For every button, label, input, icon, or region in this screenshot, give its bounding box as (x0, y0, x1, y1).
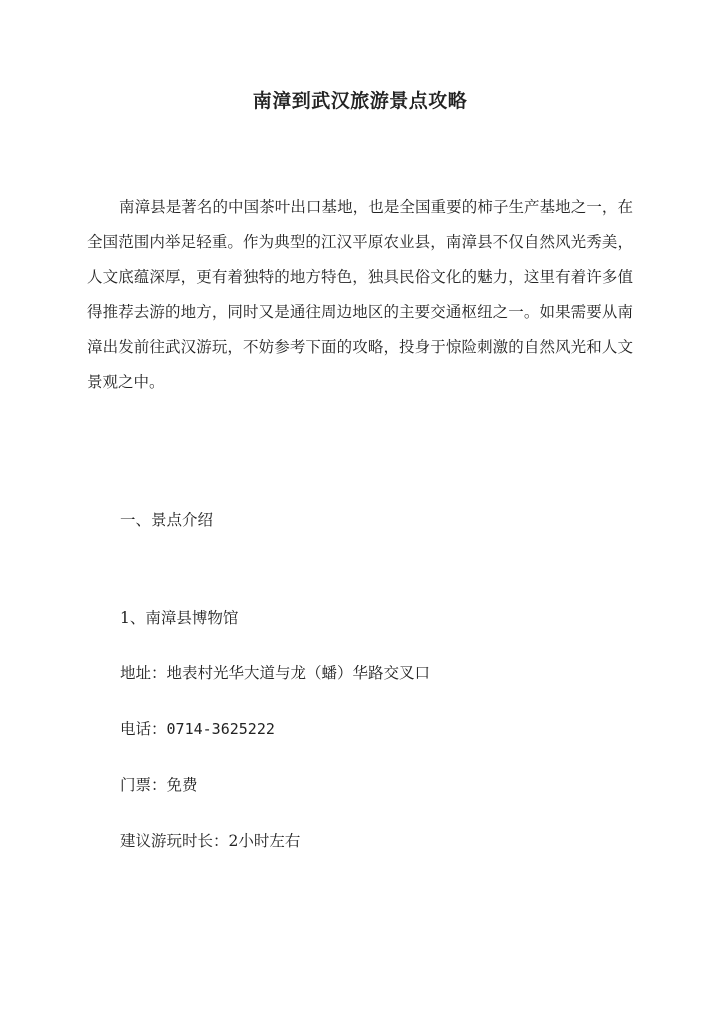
address-value: 地表村光华大道与龙（蟠）华路交叉口 (166, 664, 431, 682)
attraction-title: 1、南漳县博物馆 (120, 609, 239, 627)
intro-paragraph: 南漳县是著名的中国茶叶出口基地，也是全国重要的柿子生产基地之一，在全国范围内举足轻重。作为典型的江汉平原农业县，南漳县不仅自然风光秀美，人文底蕴深厚，更有着独特的地方特色，独具民俗文化的魅力，这里有着许多值得推荐去游的地方，同时又是通往周边地区的主要交通枢纽之一。如果需要从南漳出发前往武汉游玩，不妨参考下面的攻略，投身于惊险刺激的自然风光和人文景观之中。 (87, 198, 633, 391)
attraction-ticket (120, 774, 198, 796)
phone-value: 0714-3625222 (166, 720, 275, 738)
section-heading: 一、景点介绍 (120, 511, 214, 529)
attraction-address (120, 662, 430, 684)
document-title: 南漳到武汉旅游景点攻略 (252, 90, 468, 112)
attraction-phone (120, 718, 275, 740)
ticket-label: 门票： (120, 776, 167, 794)
duration-label: 建议游玩时长： (120, 832, 229, 850)
attraction-duration (120, 830, 300, 852)
phone-label: 电话： (120, 720, 167, 738)
address-label: 地址： (120, 664, 167, 682)
ticket-value: 免费 (166, 776, 198, 794)
duration-value: 2小时左右 (228, 832, 301, 850)
